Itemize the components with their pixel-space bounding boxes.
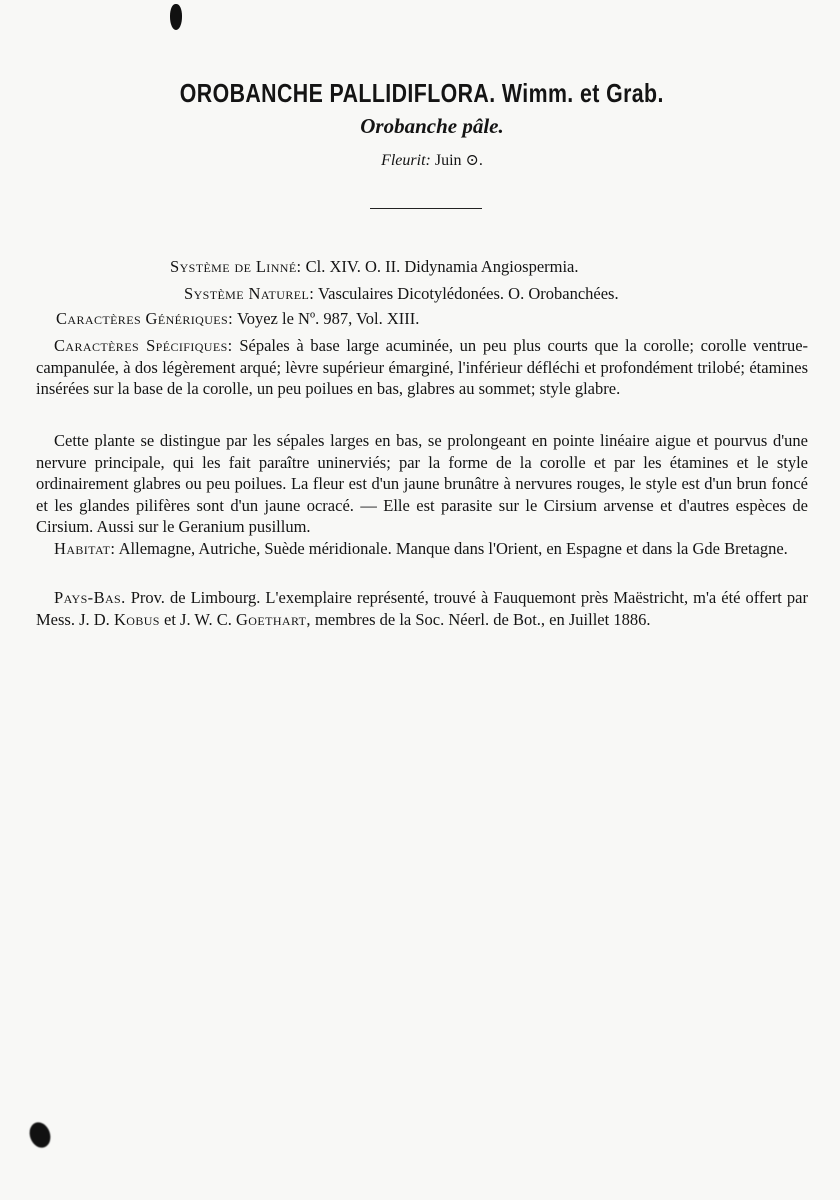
specifiques-label: Caractères Spécifiques:: [54, 336, 233, 355]
generiques-label: Caractères Génériques:: [56, 309, 234, 328]
pays-bas-text-middle: et J. W. C.: [164, 609, 232, 629]
common-name: Orobanche pâle.: [360, 114, 504, 138]
naturel-value: Vasculaires Dicotylédonées. O. Orobanchées.: [318, 284, 619, 303]
naturel-label: Système Naturel:: [184, 284, 315, 303]
generiques-value: Voyez le Nº. 987, Vol. XIII.: [236, 309, 420, 328]
habitat-label: Habitat:: [54, 539, 116, 558]
linne-value: Cl. XIV. O. II. Didynamia Angiospermia.: [305, 257, 579, 276]
specifiques-text: Sépales à base large acuminée, un peu plus courts que la corolle; corolle ventrue-campanulée, à dos légèrement arqué; lèvre supérieur émarginé, l'inférieur défléchi et profondément trilobé; étamines insérées sur la base de la corolle, un peu poilues en bas, glabres au sommet; style glabre.: [36, 336, 809, 399]
collector-name-goethart: Goethart,: [235, 609, 311, 629]
specifiques-paragraph: [36, 335, 808, 400]
pays-bas-label: Pays-Bas.: [54, 588, 126, 607]
flowering-line: [0, 150, 840, 170]
page-title: OROBANCHE PALLIDIFLORA. Wimm. et Grab.: [179, 78, 664, 108]
habitat-text: Allemagne, Autriche, Suède méridionale. Manque dans l'Orient, en Espagne et dans la Gde Bretagne.: [118, 539, 788, 558]
habitat-paragraph: [36, 538, 808, 560]
title-divider: [370, 208, 482, 209]
pays-bas-text-before: Prov. de Limbourg. L'exemplaire représenté, trouvé à Fauquemont près Maëstricht, m'a été offert par Mess. J. D.: [36, 588, 808, 629]
ink-speck: [26, 1119, 54, 1150]
linne-line: [170, 257, 579, 277]
description-text: Cette plante se distingue par les sépales larges en bas, se prolongeant en pointe linéaire aigue et pourvus d'une nervure principale, qui les fait paraître uninerviés; par la forme de la corolle et par les étamines et le style ordinairement glabres ou peu poilues. La fleur est d'un jaune brunâtre à nervures rouges, le style est d'un brun foncé et les glandes pilifères sont d'un jaune ocracé. — Elle est parasite sur le Cirsium arvense et d'autres espèces de Cirsium. Aussi sur le Geranium pusillum.: [36, 431, 808, 537]
collector-name-kobus: Kobus: [113, 609, 160, 629]
flowering-label: Fleurit:: [381, 152, 431, 169]
pays-bas-text-after: membres de la Soc. Néerl. de Bot., en Juillet 1886.: [315, 609, 651, 629]
description-paragraph: [36, 430, 808, 538]
linne-label: Système de Linné:: [170, 257, 302, 276]
flowering-value: Juin ⊙.: [434, 152, 483, 169]
pays-bas-paragraph: [36, 587, 808, 630]
ink-speck: [170, 4, 182, 30]
naturel-line: [184, 284, 619, 304]
generiques-line: [56, 309, 419, 329]
